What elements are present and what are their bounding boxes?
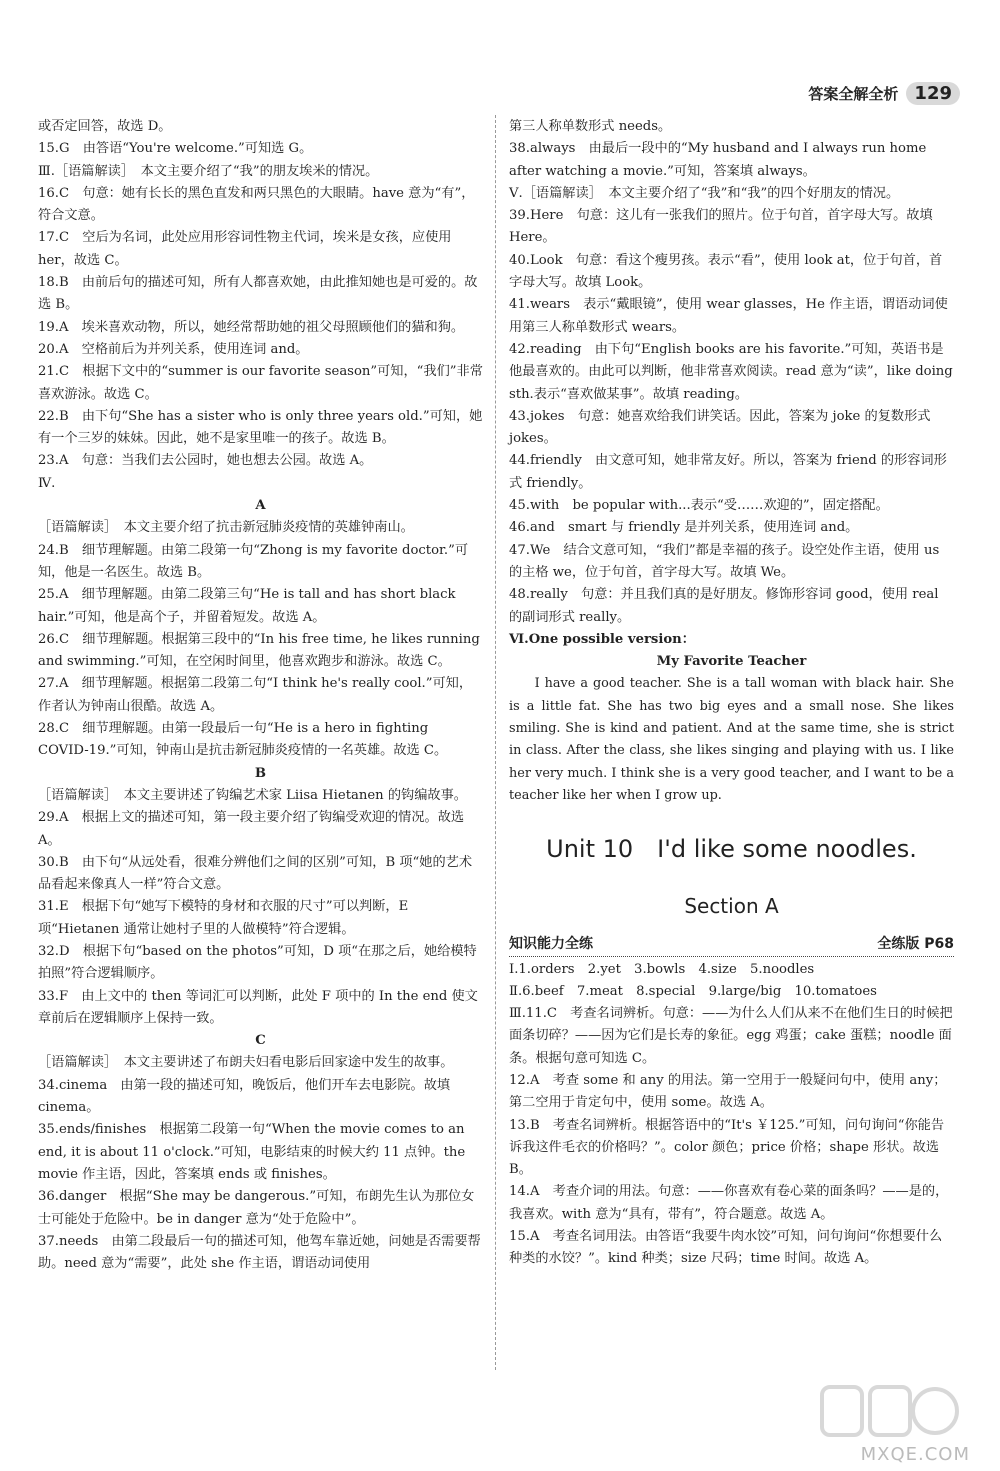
answer-line: 39.Here 句意：这儿有一张我们的照片。位于句首，首字母大写。故填 Here。: [509, 208, 933, 246]
answer-line: Ⅱ.6.beef 7.meat 8.special 9.large/big 10.tomatoes: [509, 983, 877, 999]
answer-line: 42.reading 由下句“English books are his favorite.”可知，英语书是他最喜欢的。由此可以判断，他非常喜欢阅读。read 意为“读”，like doing sth.表示“喜欢做某事”。故填 reading。: [509, 341, 953, 402]
header-title: 答案全解全析: [808, 84, 899, 103]
answer-line: 26.C 细节理解题。根据第三段中的“In his free time, he likes running and swimming.”可知，在空闲时间里，他喜欢跑步和游泳。故选 C。: [38, 631, 480, 670]
answer-line: 25.A 细节理解题。由第二段第三句“He is tall and has short black hair.”可知，他是高个子，并留着短发。故选 A。: [38, 587, 456, 625]
passage-label: A: [255, 498, 266, 514]
answer-line: 19.A 埃米喜欢动物，所以，她经常帮助她的祖父母照顾他们的猫和狗。: [38, 319, 465, 335]
answer-line: 第三人称单数形式 needs。: [509, 119, 672, 134]
practice-bar-label: 知识能力全练: [509, 936, 593, 953]
answer-line: 14.A 考查介词的用法。句意：——你喜欢有卷心菜的面条吗？——是的，我喜欢。with 意为“具有，带有”，符合题意。故选 A。: [509, 1184, 949, 1222]
answer-line: 22.B 由下句“She has a sister who is only three years old.”可知，她有一个三岁的妹妹。因此，她不是家里唯一的孩子。故选 B。: [38, 408, 483, 447]
answer-line: 46.and smart 与 friendly 是并列关系，使用连词 and。: [509, 520, 859, 536]
section-label: Ⅳ.: [38, 475, 56, 491]
answer-line: ［语篇解读］ 本文主要介绍了抗击新冠肺炎疫情的英雄钟南山。: [38, 520, 414, 536]
answer-line: 36.danger 根据“She may be dangerous.”可知，布朗先生认为那位女士可能处于危险中。be in danger 意为“处于危险中”。: [38, 1189, 475, 1227]
section-title: Section A: [684, 894, 779, 919]
essay-title: My Favorite Teacher: [656, 654, 807, 670]
answer-line: 24.B 细节理解题。由第二段第一句“Zhong is my favorite doctor.”可知，他是一名医生。故选 B。: [38, 542, 469, 580]
essay-body: I have a good teacher. She is a tall woman with black hair. She is a little fat. She has two big eyes and a small nose. She likes smiling. She is kind and patient. And at the same time, she is strict in class. After the class, she likes singing and playing with us. I like her very much. I think she is a very good teacher, and I want to be a teacher like her when I grow up.: [509, 676, 954, 803]
answer-line: 13.B 考查名词辨析。根据答语中的“It's ￥125.”可知，问句询问“你能告诉我这件毛衣的价格吗？”。color 颜色；price 价格；shape 形状。故选 B。: [509, 1117, 945, 1178]
answer-line: 41.wears 表示“戴眼镜”，使用 wear glasses，He 作主语，谓语动词使用第三人称单数形式 wears。: [509, 297, 948, 335]
answer-line: 40.Look 句意：看这个瘦男孩。表示“看”，使用 look at，位于句首，首字母大写。故填 Look。: [509, 252, 943, 291]
answer-line: 28.C 细节理解题。由第一段最后一句“He is a hero in fighting COVID-19.”可知，钟南山是抗击新冠肺炎疫情的一名英雄。故选 C。: [38, 721, 448, 759]
answer-line: 35.ends/finishes 根据第二段第一句“When the movie comes to an end, it is about 11 o'clock.”可知，电影结束的时候大约 11 点钟。the movie 作主语，因此，答案填 ends 或 finishes。: [38, 1122, 466, 1182]
answer-line: 33.F 由上文中的 then 等词汇可以判断，此处 F 项中的 In the end 使文章前后在逻辑顺序上保持一致。: [38, 988, 478, 1026]
answer-line: 31.E 根据下句“她写下模特的身材和衣服的尺寸”可以判断，E 项“Hietanen 通常让她村子里的人做模特”符合逻辑。: [38, 899, 409, 937]
answer-line: 或否定回答，故选 D。: [38, 119, 172, 134]
answer-line: Ⅲ.11.C 考查名词辨析。句意：——为什么人们从来不在他们生日的时候把面条切碎？——因为它们是长寿的象征。egg 鸡蛋；cake 蛋糕；noodle 面条。根据句意可知选 C。: [509, 1006, 953, 1066]
answer-line: 37.needs 由第二段最后一句的描述可知，他驾车靠近她，问她是否需要帮助。need 意为“需要”，此处 she 作主语，谓语动词使用: [38, 1233, 481, 1272]
watermark-text: MXQE.COM: [860, 1444, 970, 1465]
answer-line: 38.always 由最后一段中的“My husband and I always run home after watching a movie.”可知，答案填 always。: [509, 141, 927, 179]
answer-line: 48.really 句意：并且我们真的是好朋友。修饰形容词 good，使用 real 的副词形式 really。: [509, 587, 939, 625]
answer-line: 43.jokes 句意：她喜欢给我们讲笑话。因此，答案为 joke 的复数形式 jokes。: [509, 408, 931, 447]
practice-bar-ref: 全练版 P68: [877, 936, 954, 953]
answer-line: 30.B 由下句“从远处看，很难分辨他们之间的区别”可知，B 项“她的艺术品看起来像真人一样”符合文意。: [38, 854, 473, 893]
watermark-logo-icon: [820, 1381, 960, 1441]
unit-title: Unit 10 I'd like some noodles.: [546, 835, 917, 864]
left-column: [38, 116, 483, 1275]
answer-line: 47.We 结合文意可知，“我们”都是幸福的孩子。设空处作主语，使用 us 的主格 we，位于句首，首字母大写。故填 We。: [509, 542, 940, 580]
answer-line: ［语篇解读］ 本文主要讲述了钩编艺术家 Liisa Hietanen 的钩编故事。: [38, 787, 467, 803]
answer-line: 27.A 细节理解题。根据第二段第二句“I think he's really cool.”可知，作者认为钟南山很酷。故选 A。: [38, 676, 473, 714]
answer-line: 45.with be popular with...表示“受……欢迎的”，固定搭配。: [509, 498, 889, 514]
page-number: 129: [906, 82, 960, 105]
answer-line: 12.A 考查 some 和 any 的用法。第一空用于一般疑问句中，使用 any；第二空用于肯定句中，使用 some。故选 A。: [509, 1072, 947, 1111]
writing-label: Ⅵ.One possible version：: [509, 631, 695, 647]
answer-line: 23.A 句意：当我们去公园时，她也想去公园。故选 A。: [38, 453, 373, 469]
answer-line: Ⅲ.［语篇解读］ 本文主要介绍了“我”的朋友埃米的情况。: [38, 163, 379, 179]
right-column: [509, 116, 954, 1271]
answer-line: 34.cinema 由第一段的描述可知，晚饭后，他们开车去电影院。故填 cinema。: [38, 1077, 451, 1116]
answer-line: 17.C 空后为名词，此处应用形容词性物主代词，埃米是女孩，应使用 her，故选 C。: [38, 230, 452, 268]
answer-line: 21.C 根据下文中的“summer is our favorite season”可知，“我们”非常喜欢游泳。故选 C。: [38, 364, 483, 402]
answer-line: 32.D 根据下句“based on the photos”可知，D 项“在那之后，她给模特拍照”符合逻辑顺序。: [38, 943, 477, 982]
answer-line: 15.A 考查名词用法。由答语“我要牛肉水饺”可知，问句询问“你想要什么种类的水饺？”。kind 种类；size 尺码；time 时间。故选 A。: [509, 1229, 943, 1267]
practice-bar: [509, 933, 954, 956]
answer-line: 29.A 根据上文的描述可知，第一段主要介绍了钩编受欢迎的情况。故选 A。: [38, 810, 465, 848]
answer-line: Ⅴ.［语篇解读］ 本文主要介绍了“我”和“我”的四个好朋友的情况。: [509, 185, 900, 201]
answer-line: Ⅰ.1.orders 2.yet 3.bowls 4.size 5.noodles: [509, 961, 815, 977]
answer-line: 20.A 空格前后为并列关系，使用连词 and。: [38, 341, 309, 357]
passage-label: B: [254, 765, 267, 781]
answer-line: 15.G 由答语“You're welcome.”可知选 G。: [38, 141, 313, 157]
answer-line: 16.C 句意：她有长长的黑色直发和两只黑色的大眼睛。have 意为“有”，符合文意。: [38, 185, 475, 224]
answer-line: 44.friendly 由文意可知，她非常友好。所以，答案为 friend 的形容词形式 friendly。: [509, 453, 947, 491]
answer-line: ［语篇解读］ 本文主要讲述了布朗夫妇看电影后回家途中发生的故事。: [38, 1055, 454, 1071]
column-divider: [495, 115, 496, 1370]
answer-line: 18.B 由前后句的描述可知，所有人都喜欢她，由此推知她也是可爱的。故选 B。: [38, 275, 478, 313]
passage-label: C: [255, 1033, 266, 1049]
page-header: [808, 78, 960, 108]
